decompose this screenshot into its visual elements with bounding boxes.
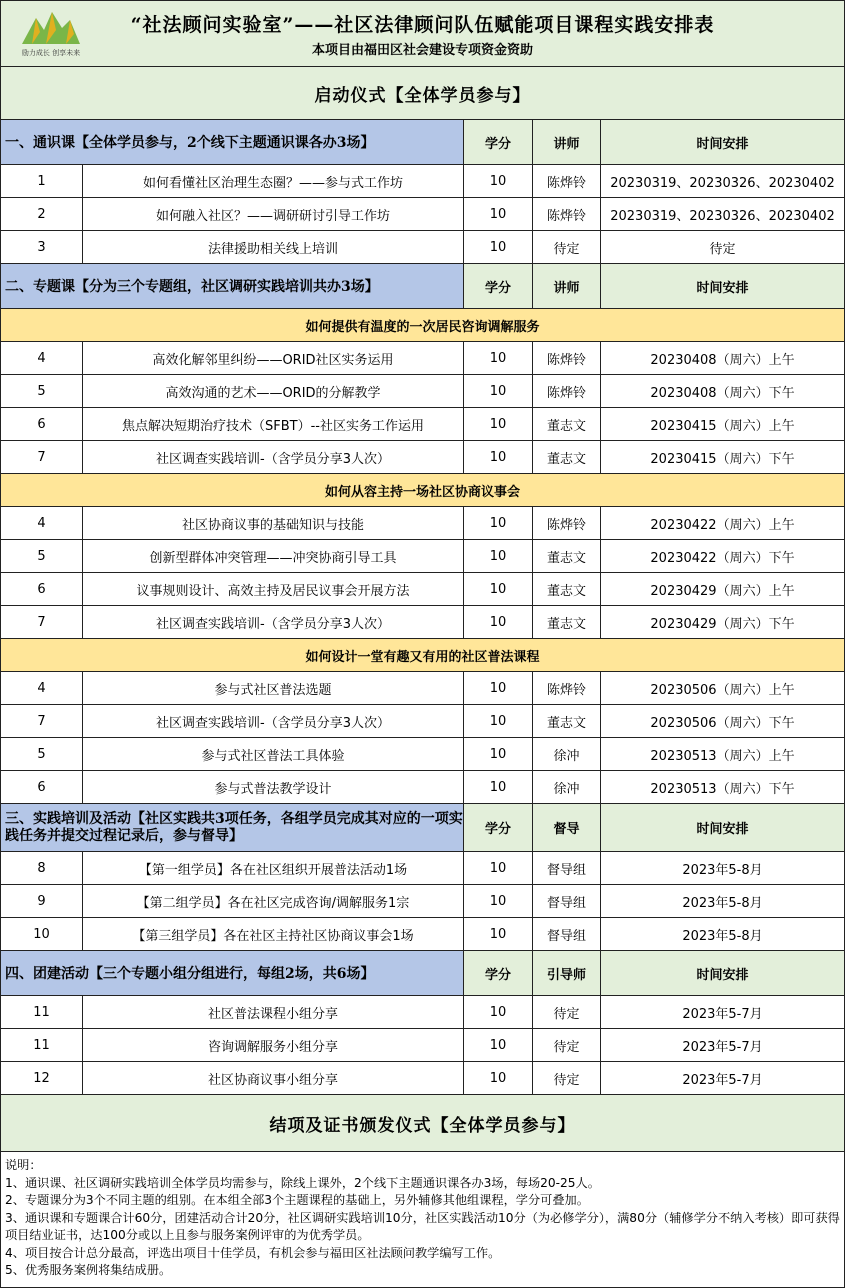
time-value: 20230408（周六）上午 [600, 341, 845, 375]
row-number: 6 [0, 572, 83, 606]
person-value: 董志文 [532, 572, 601, 606]
row-number: 1 [0, 164, 83, 198]
credit-value: 10 [463, 506, 533, 540]
person-value: 陈烨铃 [532, 374, 601, 408]
row-number: 4 [0, 671, 83, 705]
row-number: 3 [0, 230, 83, 264]
time-value: 20230422（周六）下午 [600, 539, 845, 573]
row-number: 5 [0, 737, 83, 771]
time-column-header: 时间安排 [600, 263, 845, 309]
time-value: 20230513（周六）上午 [600, 737, 845, 771]
row-number: 6 [0, 407, 83, 441]
topic-group-header: 如何从容主持一场社区协商议事会 [0, 473, 845, 507]
credit-value: 10 [463, 197, 533, 231]
credit-value: 10 [463, 704, 533, 738]
row-number: 5 [0, 539, 83, 573]
credit-value: 10 [463, 671, 533, 705]
person-value: 陈烨铃 [532, 341, 601, 375]
person-value: 待定 [532, 1028, 601, 1062]
section-header: 一、通识课【全体学员参与，2个线下主题通识课各办3场】 [0, 119, 464, 165]
course-topic: 社区协商议事小组分享 [82, 1061, 464, 1095]
time-column-header: 时间安排 [600, 119, 845, 165]
course-topic: 【第一组学员】各在社区组织开展普法活动1场 [82, 851, 464, 885]
person-value: 督导组 [532, 851, 601, 885]
course-topic: 焦点解决短期治疗技术（SFBT）--社区实务工作运用 [82, 407, 464, 441]
course-topic: 法律援助相关线上培训 [82, 230, 464, 264]
credit-value: 10 [463, 995, 533, 1029]
course-topic: 议事规则设计、高效主持及居民议事会开展方法 [82, 572, 464, 606]
page-title: “社法顾问实验室”——社区法律顾问队伍赋能项目课程实践安排表 [130, 13, 715, 36]
row-number: 9 [0, 884, 83, 918]
logo-mountain-icon [16, 6, 86, 58]
time-value: 20230415（周六）上午 [600, 407, 845, 441]
credit-value: 10 [463, 341, 533, 375]
credit-value: 10 [463, 1061, 533, 1095]
person-value: 董志文 [532, 440, 601, 474]
time-value: 20230513（周六）下午 [600, 770, 845, 804]
credit-value: 10 [463, 605, 533, 639]
person-value: 董志文 [532, 704, 601, 738]
course-topic: 【第二组学员】各在社区完成咨询/调解服务1宗 [82, 884, 464, 918]
credit-value: 10 [463, 230, 533, 264]
person-value: 徐冲 [532, 770, 601, 804]
credit-value: 10 [463, 851, 533, 885]
person-column-header: 讲师 [532, 263, 601, 309]
notes-heading: 说明： [5, 1158, 42, 1172]
note-line: 2、专题课分为3个不同主题的组别。在本组全部3个主题课程的基础上，另外辅修其他组课程，学分可叠加。 [5, 1193, 589, 1207]
time-value: 2023年5-7月 [600, 1028, 845, 1062]
person-value: 陈烨铃 [532, 671, 601, 705]
credit-column-header: 学分 [463, 803, 533, 852]
credit-value: 10 [463, 164, 533, 198]
course-topic: 如何看懂社区治理生态圈？——参与式工作坊 [82, 164, 464, 198]
course-topic: 参与式社区普法选题 [82, 671, 464, 705]
page-subtitle: 本项目由福田区社会建设专项资金资助 [311, 42, 533, 58]
credit-value: 10 [463, 539, 533, 573]
person-value: 陈烨铃 [532, 164, 601, 198]
credit-column-header: 学分 [463, 119, 533, 165]
person-column-header: 引导师 [532, 950, 601, 996]
title-block [0, 0, 845, 67]
person-value: 董志文 [532, 539, 601, 573]
course-topic: 【第三组学员】各在社区主持社区协商议事会1场 [82, 917, 464, 951]
course-topic: 社区协商议事的基础知识与技能 [82, 506, 464, 540]
credit-value: 10 [463, 407, 533, 441]
course-topic: 如何融入社区？——调研研讨引导工作坊 [82, 197, 464, 231]
credit-value: 10 [463, 770, 533, 804]
note-line: 3、通识课和专题课合计60分，团建活动合计20分，社区调研实践培训10分，社区实践活动10分（为必修学分），满80分（辅修学分不纳入考核）即可获得项目结业证书，达100分或以上且参与服务案例评审的为优秀学员。 [5, 1210, 840, 1242]
course-topic: 社区调查实践培训-（含学员分享3人次） [82, 704, 464, 738]
time-value: 20230506（周六）下午 [600, 704, 845, 738]
credit-value: 10 [463, 374, 533, 408]
note-line: 4、项目按合计总分最高，评选出项目十佳学员，有机会参与福田区社法顾问教学编写工作。 [5, 1245, 501, 1260]
row-number: 5 [0, 374, 83, 408]
time-value: 20230506（周六）上午 [600, 671, 845, 705]
course-topic: 创新型群体冲突管理——冲突协商引导工具 [82, 539, 464, 573]
person-value: 陈烨铃 [532, 506, 601, 540]
row-number: 12 [0, 1061, 83, 1095]
credit-column-header: 学分 [463, 950, 533, 996]
time-value: 20230422（周六）上午 [600, 506, 845, 540]
time-value: 待定 [600, 230, 845, 264]
row-number: 4 [0, 341, 83, 375]
section-header: 三、实践培训及活动【社区实践共3项任务，各组学员完成其对应的一项实践任务并提交过程记录后，参与督导】 [0, 803, 464, 852]
time-value: 20230319、20230326、20230402 [600, 197, 845, 231]
course-topic: 社区普法课程小组分享 [82, 995, 464, 1029]
person-value: 待定 [532, 995, 601, 1029]
project-logo [16, 6, 86, 58]
course-topic: 参与式普法教学设计 [82, 770, 464, 804]
row-number: 2 [0, 197, 83, 231]
person-value: 董志文 [532, 407, 601, 441]
notes-block [0, 1151, 845, 1288]
row-number: 11 [0, 1028, 83, 1062]
row-number: 8 [0, 851, 83, 885]
person-value: 待定 [532, 230, 601, 264]
topic-group-header: 如何设计一堂有趣又有用的社区普法课程 [0, 638, 845, 672]
row-number: 11 [0, 995, 83, 1029]
person-column-header: 讲师 [532, 119, 601, 165]
person-value: 督导组 [532, 884, 601, 918]
credit-column-header: 学分 [463, 263, 533, 309]
time-value: 2023年5-7月 [600, 995, 845, 1029]
person-value: 督导组 [532, 917, 601, 951]
time-value: 2023年5-8月 [600, 884, 845, 918]
time-value: 2023年5-8月 [600, 851, 845, 885]
row-number: 10 [0, 917, 83, 951]
person-value: 待定 [532, 1061, 601, 1095]
time-value: 2023年5-8月 [600, 917, 845, 951]
course-topic: 咨询调解服务小组分享 [82, 1028, 464, 1062]
row-number: 7 [0, 440, 83, 474]
credit-value: 10 [463, 884, 533, 918]
person-value: 陈烨铃 [532, 197, 601, 231]
row-number: 6 [0, 770, 83, 804]
topic-group-header: 如何提供有温度的一次居民咨询调解服务 [0, 308, 845, 342]
course-topic: 社区调查实践培训-（含学员分享3人次） [82, 605, 464, 639]
note-line: 5、优秀服务案例将集结成册。 [5, 1263, 172, 1277]
credit-value: 10 [463, 1028, 533, 1062]
time-column-header: 时间安排 [600, 803, 845, 852]
time-value: 20230415（周六）下午 [600, 440, 845, 474]
time-value: 20230429（周六）上午 [600, 572, 845, 606]
row-number: 7 [0, 605, 83, 639]
time-value: 20230319、20230326、20230402 [600, 164, 845, 198]
person-value: 董志文 [532, 605, 601, 639]
closing-ceremony-row: 结项及证书颁发仪式【全体学员参与】 [0, 1094, 845, 1152]
credit-value: 10 [463, 572, 533, 606]
credit-value: 10 [463, 440, 533, 474]
time-value: 20230429（周六）下午 [600, 605, 845, 639]
time-column-header: 时间安排 [600, 950, 845, 996]
credit-value: 10 [463, 917, 533, 951]
section-header: 二、专题课【分为三个专题组，社区调研实践培训共办3场】 [0, 263, 464, 309]
course-topic: 高效化解邻里纠纷——ORID社区实务运用 [82, 341, 464, 375]
person-value: 徐冲 [532, 737, 601, 771]
note-line: 1、通识课、社区调研实践培训全体学员均需参与，除线上课外，2个线下主题通识课各办3场，每场20-25人。 [5, 1175, 600, 1190]
course-topic: 社区调查实践培训-（含学员分享3人次） [82, 440, 464, 474]
course-topic: 高效沟通的艺术——ORID的分解教学 [82, 374, 464, 408]
course-topic: 参与式社区普法工具体验 [82, 737, 464, 771]
time-value: 2023年5-7月 [600, 1061, 845, 1095]
section-header: 四、团建活动【三个专题小组分组进行，每组2场，共6场】 [0, 950, 464, 996]
opening-ceremony-row: 启动仪式【全体学员参与】 [0, 66, 845, 120]
logo-text: 励力成长 创享未来 [21, 49, 81, 57]
row-number: 4 [0, 506, 83, 540]
credit-value: 10 [463, 737, 533, 771]
row-number: 7 [0, 704, 83, 738]
person-column-header: 督导 [532, 803, 601, 852]
time-value: 20230408（周六）下午 [600, 374, 845, 408]
